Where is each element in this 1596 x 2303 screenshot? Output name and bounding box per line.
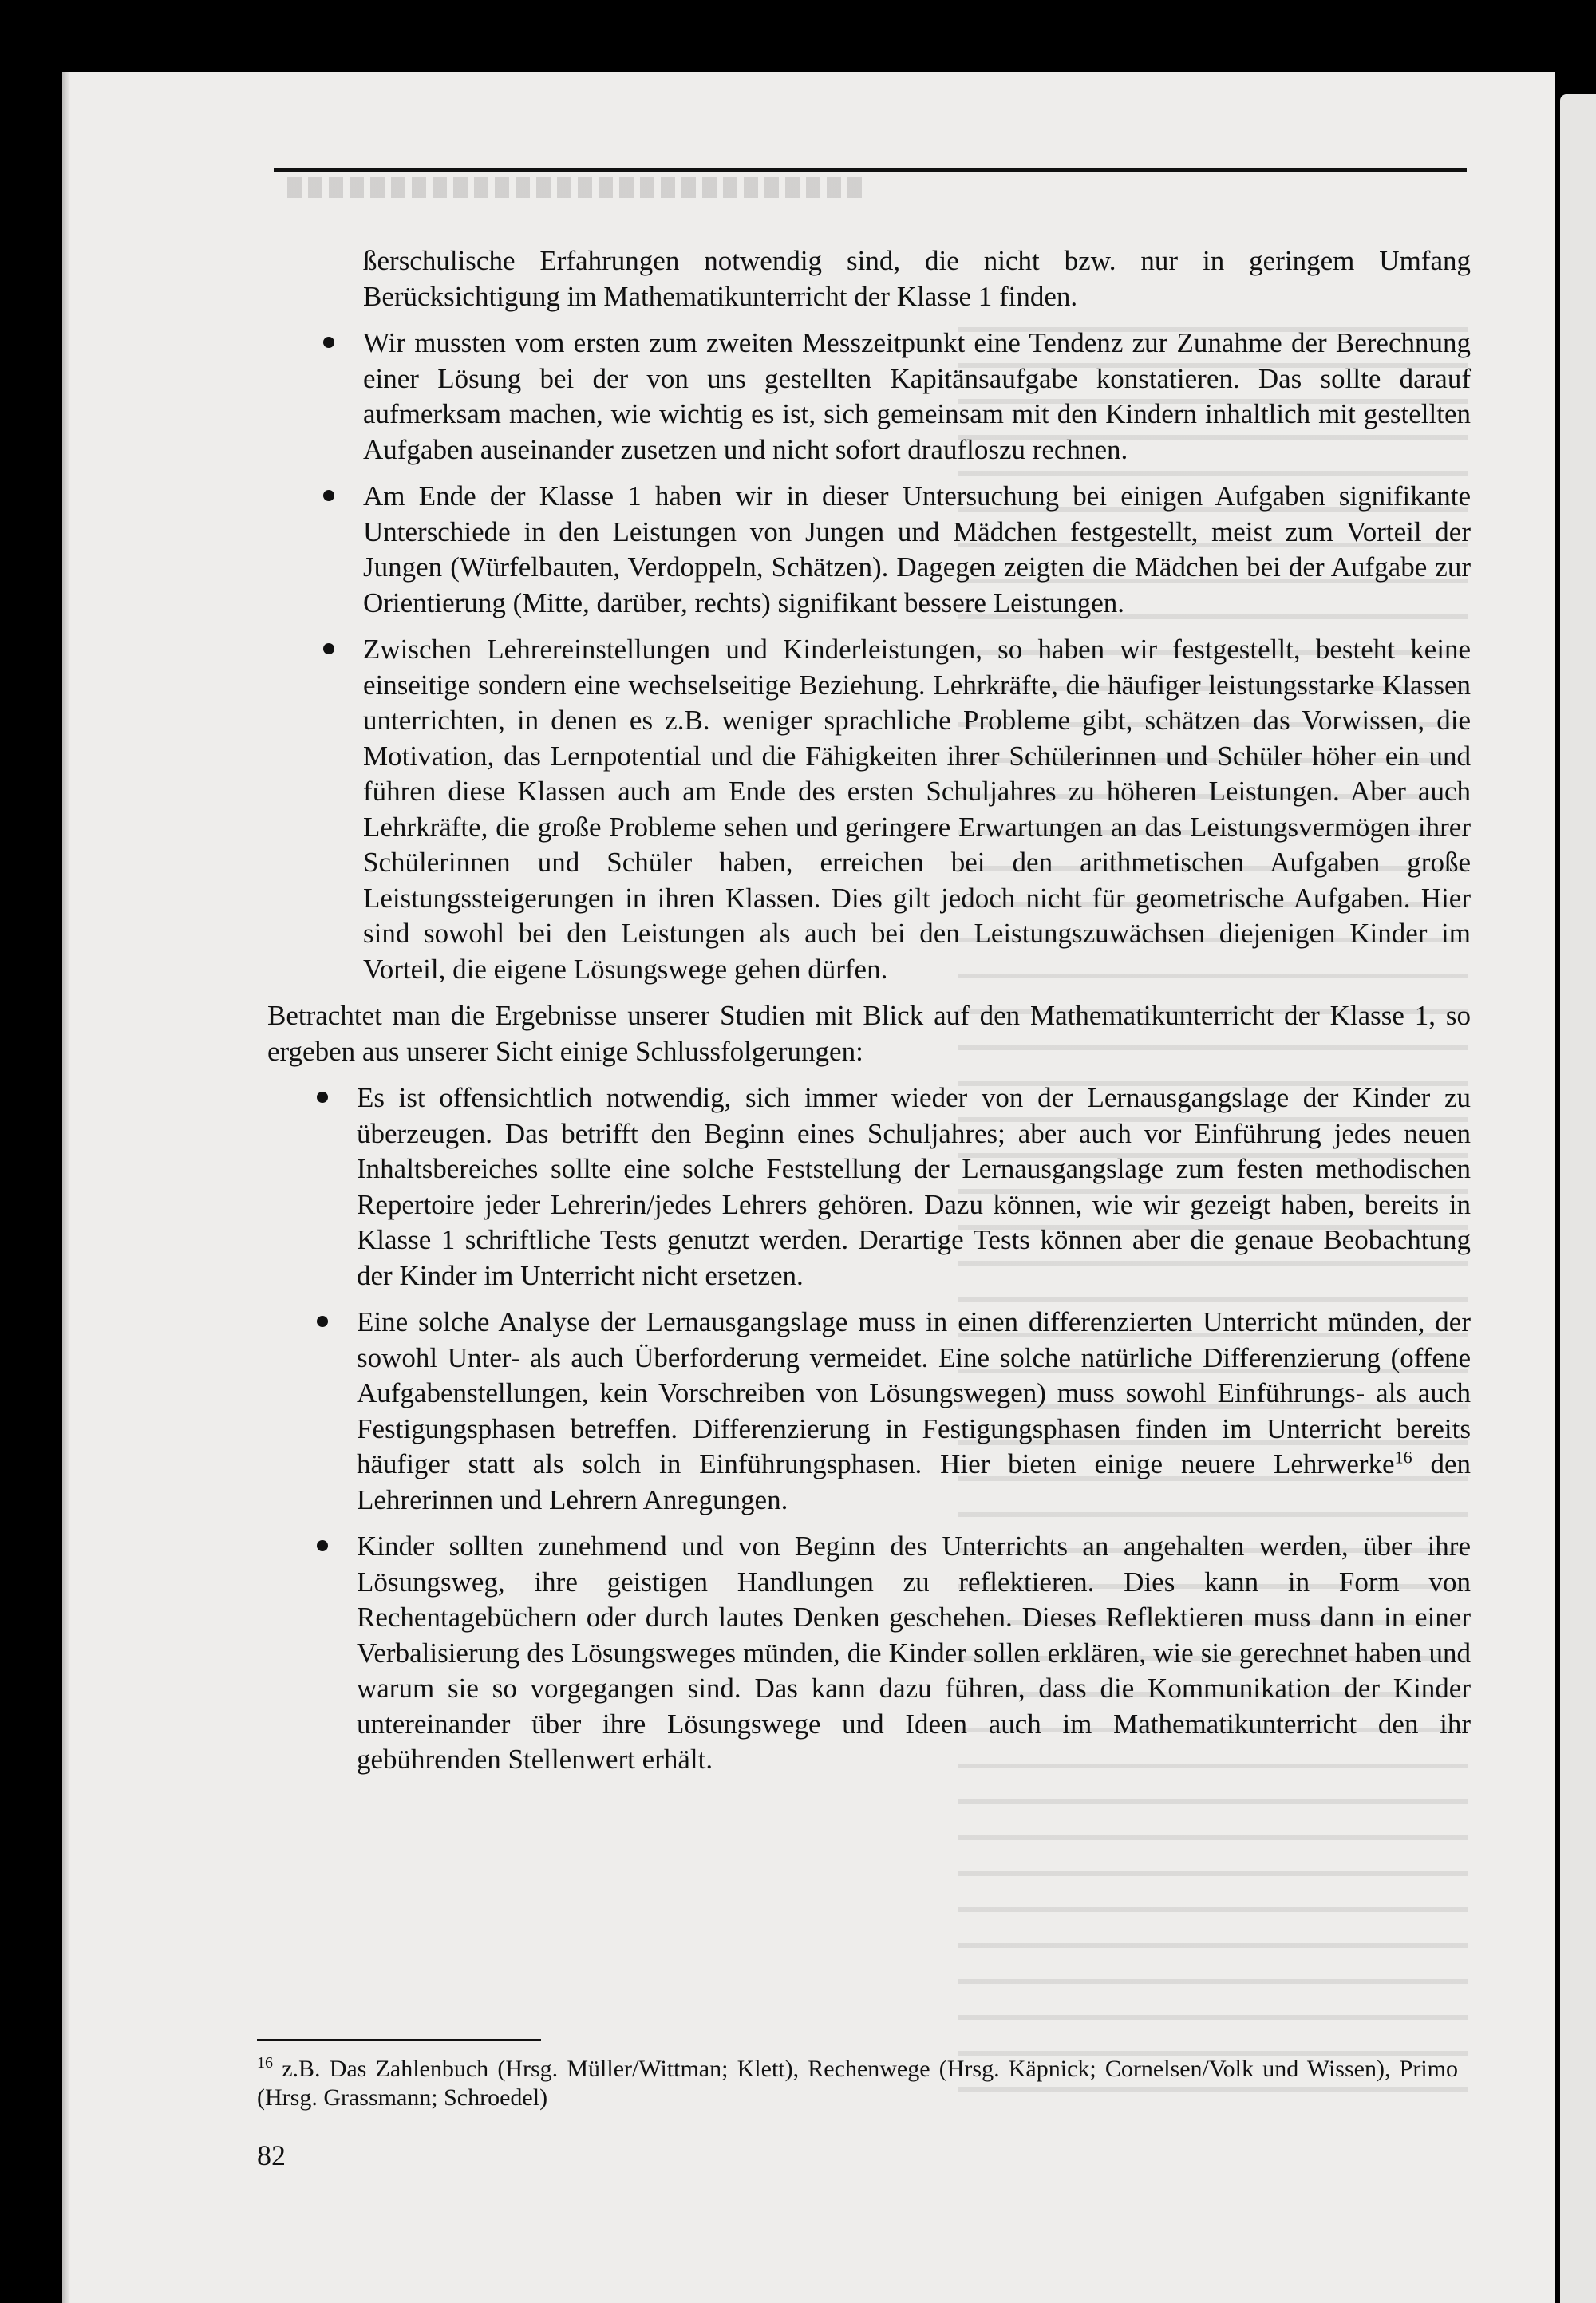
conclusion-bullet-2 bbox=[267, 1305, 1471, 1518]
bullet-dot bbox=[317, 1316, 328, 1327]
bullet-text: Am Ende der Klasse 1 haben wir in dieser Untersuchung bei einigen Aufgaben signifikante Unterschiede in den Leistungen von Jungen und Mädchen festgestellt, meist zum Vorteil der Jungen (Würfelbauten, Verdoppeln, Schätzen). Dagegen zeigten die Mädchen bei der Aufgabe zur Orientierung (Mitte, darüber, rechts) signifikant bessere Leistungen. bbox=[363, 480, 1471, 618]
bullet-text-part: Eine solche Analyse der Lernausgangslage muss in einen differenzierten Unterricht münden, der sowohl Unter- als auch Überforderung vermeidet. Eine solche natürliche Differenzierung (offene Aufgabenstellungen, kein Vorschreiben von Lösungswegen) muss sowohl Einführungs- als auch Festigungsphasen betreffen. Differenzierung in Festigungsphasen finden im Unterricht bereits häufiger statt als solch in Einführungsphasen. Hier bieten einige neuere Lehrwerke bbox=[357, 1306, 1471, 1479]
footnote bbox=[257, 2055, 1458, 2112]
bullet-text: Es ist offensichtlich notwendig, sich immer wieder von der Lernausgangslage der Kinder zu überzeugen. Das betrifft den Beginn eines Schuljahres; aber auch vor Einführung jedes neuen Inhaltsbereiches sollte eine solche Feststellung der Lernausgangslage zum festen methodischen Repertoire jeder Lehrerin/jedes Lehrers gehören. Dazu können, wie wir gezeigt haben, bereits in Klasse 1 schriftliche Tests genutzt werden. Derartige Tests können aber die genaue Beobachtung der Kinder im Unterricht nicht ersetzen. bbox=[357, 1082, 1471, 1291]
header-rule bbox=[274, 168, 1467, 172]
facing-page-edge bbox=[1560, 94, 1596, 2303]
bullet-text: Kinder sollten zunehmend und von Beginn des Unterrichts an angehalten werden, über ihre Lösungsweg, ihre geistigen Handlungen zu reflektieren. Dies kann in Form von Rechentagebüchern oder durch lautes Denken geschehen. Dieses Reflektieren muss dann in einer Verbalisierung des Lösungsweges münden, die Kinder sollen erklären, wie sie gerechnet haben und warum sie so vorgegangen sind. Das kann dazu führen, dass die Kommunikation der Kinder untereinander über ihre Lösungswege und Ideen auch im Mathematikunterricht den ihr gebührenden Stellenwert erhält. bbox=[357, 1531, 1471, 1775]
conclusions-intro: Betrachtet man die Ergebnisse unserer Studien mit Blick auf den Mathematikunterricht der Klasse 1, so ergeben aus unserer Sicht einige Schlussfolgerungen: bbox=[267, 1000, 1471, 1067]
bullet-text: Zwischen Lehrereinstellungen und Kinderleistungen, so haben wir festgestellt, besteht keine einseitige sondern eine wechselseitige Beziehung. Lehrkräfte, die häufiger leistungsstarke Klassen unterrichten, in denen es z.B. weniger sprachliche Probleme gibt, schätzen das Vorwissen, die Motivation, das Lernpotential und die Fähigkeiten ihrer Schülerinnen und Schüler höher ein und führen diese Klassen auch am Ende des ersten Schuljahres zu höheren Leistungen. Aber auch Lehrkräfte, die große Probleme sehen und geringere Erwartungen an das Leistungsvermögen ihrer Schülerinnen und Schüler haben, erreichen bei den arithmetischen Aufgaben große Leistungssteigerungen in ihren Klassen. Dies gilt jedoch nicht für geometrische Aufgaben. Hier sind sowohl bei den Leistungen als auch bei den Leistungszuwächsen diejenigen Kinder im Vorteil, die eigene Lösungswege gehen dürfen. bbox=[363, 634, 1471, 985]
bullet-dot bbox=[323, 643, 334, 654]
page-number: 82 bbox=[257, 2139, 286, 2171]
bullet-dot bbox=[317, 1540, 328, 1551]
bullet-text-part: den Lehrerinnen und Lehrern Anregungen. bbox=[357, 1448, 1471, 1515]
footnote-rule bbox=[257, 2039, 541, 2041]
page-edge-shadow bbox=[62, 72, 70, 2303]
conclusion-bullet-1 bbox=[267, 1080, 1471, 1294]
bullet-dot bbox=[323, 337, 334, 348]
finding-bullet-2 bbox=[267, 479, 1471, 621]
footnote-number: 16 bbox=[257, 2054, 273, 2072]
header-bleed-through bbox=[287, 177, 862, 198]
conclusion-bullet-3 bbox=[267, 1529, 1471, 1778]
bullet-text bbox=[357, 1305, 1471, 1518]
continued-paragraph: ßerschulische Erfahrungen notwendig sind, die nicht bzw. nur in geringem Umfang Berücksichtigung im Mathematikunterricht der Klasse 1 finden. bbox=[363, 245, 1471, 312]
body-text bbox=[267, 243, 1471, 1778]
bullet-dot bbox=[317, 1092, 328, 1103]
bullet-text: Wir mussten vom ersten zum zweiten Messzeitpunkt eine Tendenz zur Zunahme der Berechnung einer Lösung bei der von uns gestellten Kapitänsaufgabe konstatieren. Das sollte darauf aufmerksam machen, wie wichtig es ist, sich gemeinsam mit den Kindern inhaltlich mit gestellten Aufgaben auseinander zusetzen und nicht sofort draufloszu rechnen. bbox=[363, 327, 1471, 465]
finding-bullet-1 bbox=[267, 326, 1471, 468]
footnote-text: z.B. Das Zahlenbuch (Hrsg. Müller/Wittman; Klett), Rechenwege (Hrsg. Käpnick; Cornelsen/Volk und Wissen), Primo (Hrsg. Grassmann; Schroedel) bbox=[257, 2056, 1458, 2111]
bullet-dot bbox=[323, 490, 334, 501]
footnote-reference[interactable]: 16 bbox=[1394, 1447, 1412, 1468]
finding-bullet-3 bbox=[267, 632, 1471, 987]
